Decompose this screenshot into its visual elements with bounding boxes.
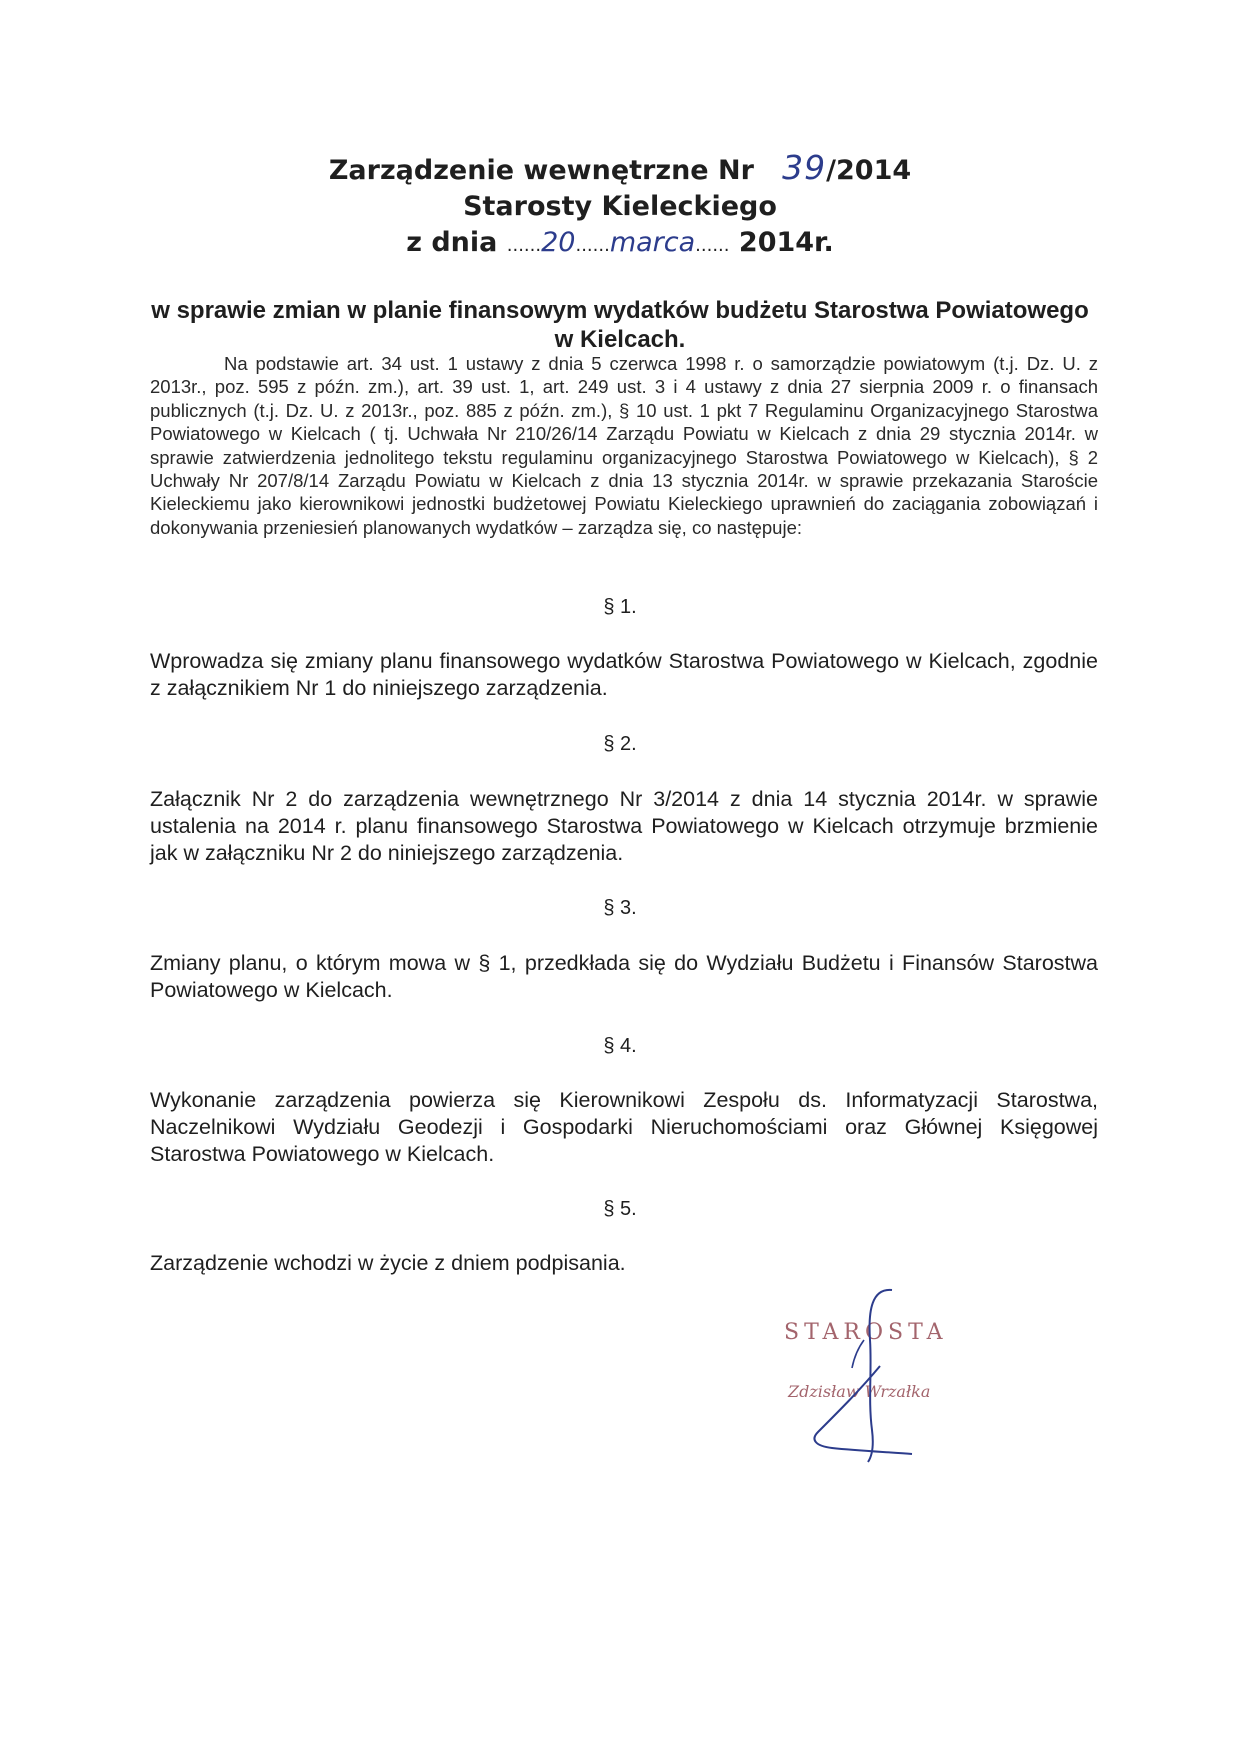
section-text-4: Wykonanie zarządzenia powierza się Kierownikowi Zespołu ds. Informatyzacji Starostwa, Naczelnikowi Wydziału Geodezji i Gospodarki Nieruchomościami oraz Głównej Księgowej Starostwa Powiatowego w Kielcach. — [150, 1088, 1098, 1166]
date-line — [0, 225, 1240, 264]
title-line — [0, 150, 1240, 189]
document-header — [0, 150, 1240, 264]
signature-icon — [740, 1270, 980, 1470]
date-dots: ...... — [695, 235, 730, 256]
document-subject: w sprawie zmian w planie finansowym wydatków budżetu Starostwa Powiatowego w Kielcach. — [151, 297, 1089, 353]
date-dots: ...... — [575, 235, 610, 256]
handwritten-month: marca — [609, 227, 696, 258]
stamp-name: Zdzisław Wrzałka — [788, 1382, 931, 1401]
section-text-5: Zarządzenie wchodzi w życie z dniem podpisania. — [150, 1251, 626, 1275]
section-heading-2: § 2. — [603, 733, 637, 755]
starosta-stamp — [740, 1270, 980, 1470]
section-text-1: Wprowadza się zmiany planu finansowego wydatków Starostwa Powiatowego w Kielcach, zgodnie z załącznikiem Nr 1 do niniejszego zarządzenia. — [150, 649, 1098, 700]
title-prefix: Zarządzenie wewnętrzne Nr — [328, 155, 754, 186]
legal-basis: Na podstawie art. 34 ust. 1 ustawy z dnia 5 czerwca 1998 r. o samorządzie powiatowym (t.j. Dz. U. z 2013r., poz. 595 z późn. zm.), art. 39 ust. 1, art. 249 ust. 3 i 4 ustawy z dnia 27 sierpnia 2009 r. o finansach publicznych (t.j. Dz. U. z 2013r., poz. 885 z późn. zm.), § 10 ust. 1 pkt 7 Regulaminu Organizacyjnego Starostwa Powiatowego w Kielcach ( tj. Uchwała Nr 210/26/14 Zarządu Powiatu w Kielcach z dnia 29 stycznia 2014r. w sprawie zatwierdzenia jednolitego tekstu regulaminu organizacyjnego Starostwa Powiatowego w Kielcach), § 2 Uchwały Nr 207/8/14 Zarządu Powiatu w Kielcach z dnia 13 stycznia 2014r. w sprawie przekazania Staroście Kieleckiemu jako kierownikowi jednostki budżetowej Powiatu Kieleckiego uprawnień do zaciągania zobowiązań i dokonywania przeniesień planowanych wydatków – zarządza się, co następuje: — [150, 353, 1098, 538]
date-dots: ...... — [506, 235, 542, 256]
section-heading-1: § 1. — [603, 596, 637, 618]
section-text-2: Załącznik Nr 2 do zarządzenia wewnętrznego Nr 3/2014 z dnia 14 stycznia 2014r. w sprawie ustalenia na 2014 r. planu finansowego Starostwa Powiatowego w Kielcach otrzymuje brzmienie jak w załączniku Nr 2 do niniejszego zarządzenia. — [150, 787, 1098, 865]
date-year: 2014r. — [738, 227, 834, 258]
handwritten-day: 20 — [541, 227, 576, 258]
stamp-title: STAROSTA — [784, 1320, 948, 1345]
title-suffix: /2014 — [826, 155, 912, 186]
section-heading-3: § 3. — [603, 897, 637, 919]
authority-line: Starosty Kieleckiego — [463, 191, 777, 222]
section-heading-4: § 4. — [603, 1035, 637, 1057]
handwritten-number: 39 — [782, 148, 827, 187]
date-prefix: z dnia — [406, 227, 498, 258]
section-text-3: Zmiany planu, o którym mowa w § 1, przedkłada się do Wydziału Budżetu i Finansów Starostwa Powiatowego w Kielcach. — [150, 951, 1098, 1002]
section-heading-5: § 5. — [603, 1198, 637, 1220]
